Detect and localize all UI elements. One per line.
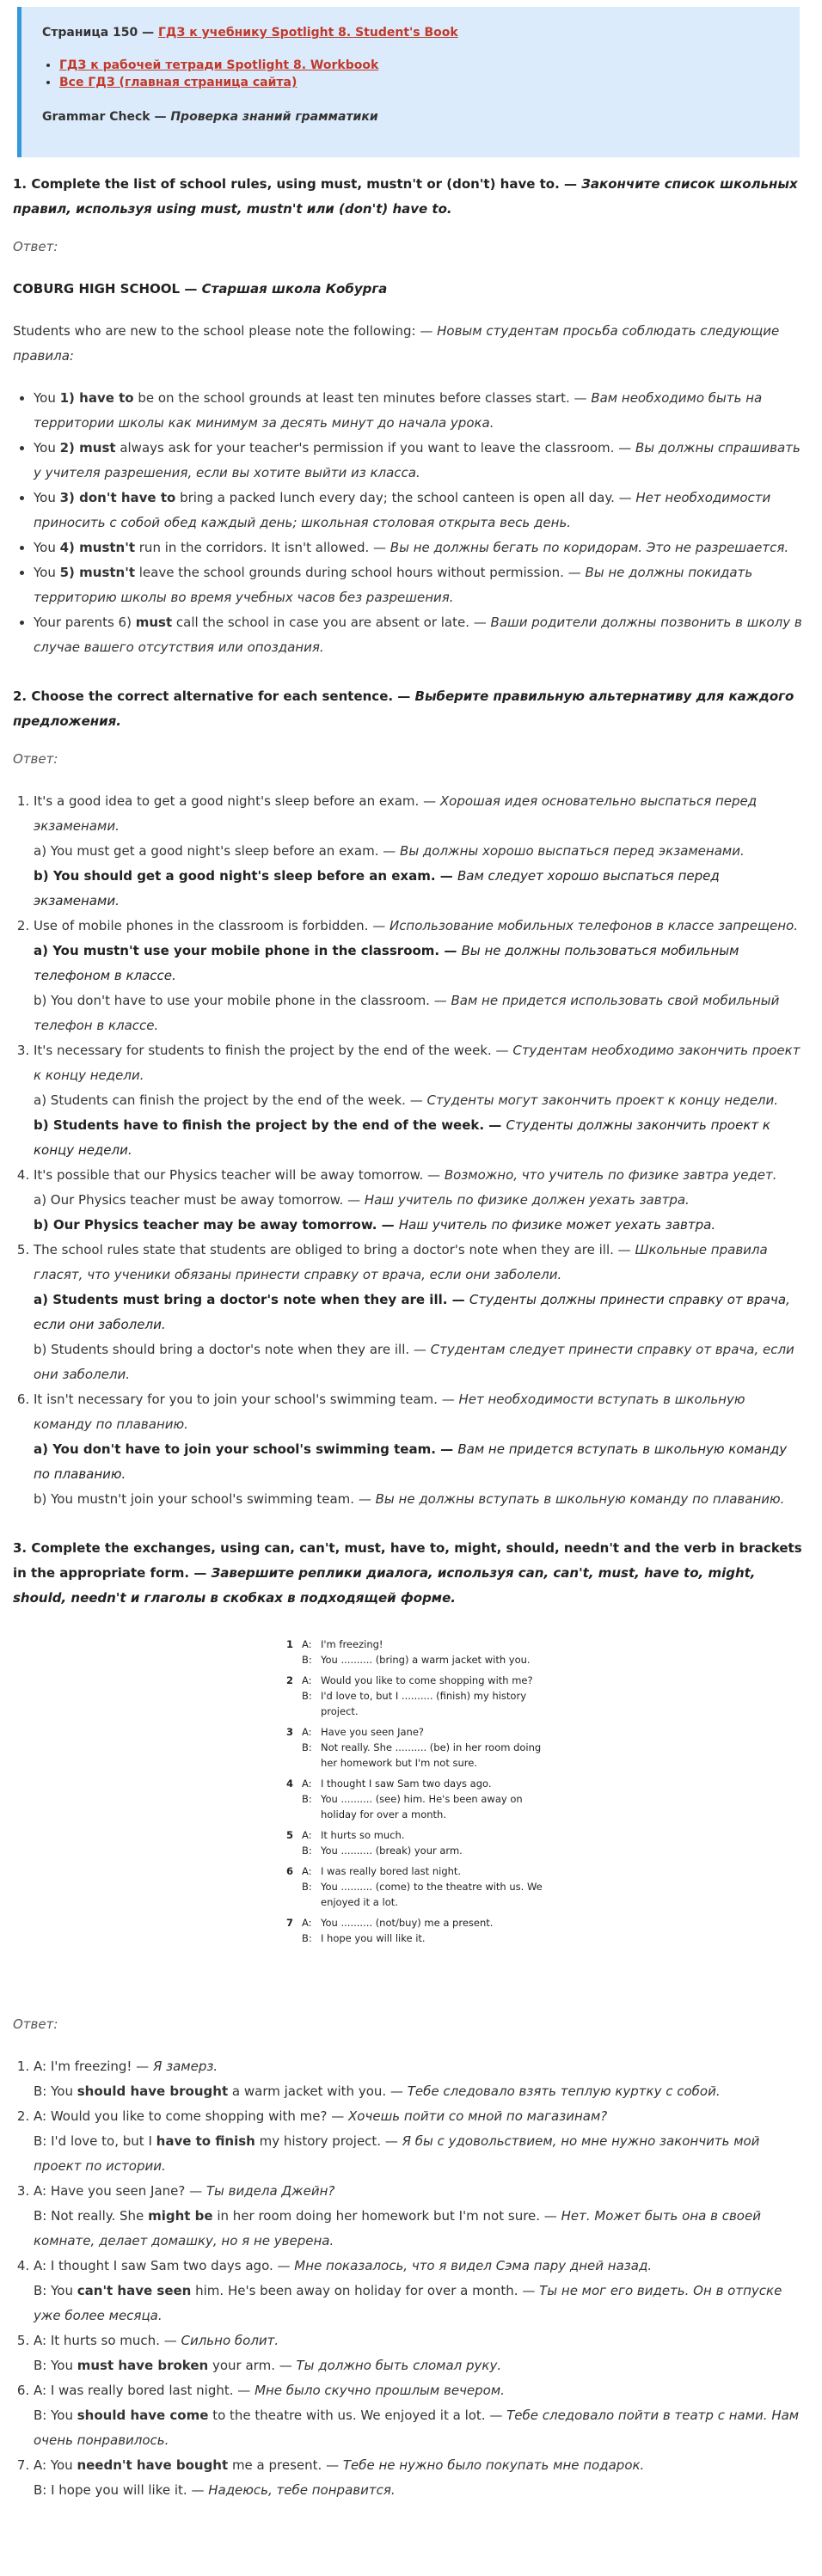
task2-list [13,789,804,1512]
option-en: a) Our Physics teacher must be away tomorrow. — [34,1192,365,1208]
line-a-ru: Мне было скучно прошлым вечером. [255,2383,505,2398]
line-b-en: B: I'd love to, but I [34,2133,156,2149]
exercise-number: 4 [286,1778,294,1790]
exercise-text: It hurts so much. [321,1829,405,1841]
home-link[interactable]: Все ГДЗ (главная страница сайта) [59,76,298,89]
task2-item [34,1163,804,1238]
option-en: b) You should get a good night's sleep before an exam. — [34,868,457,884]
exercise-number: 2 [286,1674,294,1686]
option-en: a) Students must bring a doctor's note when they are ill. — [34,1292,469,1307]
rule-item: • You 4) mustn't run in the corridors. It isn't allowed. — Вы не должны бегать по коридорам. Это не разрешается. [34,535,804,560]
option-en: b) You don't have to use your mobile phone in the classroom. — [34,993,451,1008]
speaker-label: B: [302,1845,312,1857]
task3-title [13,1536,804,1611]
task3-answer-item [34,2179,804,2254]
line-a-en: A: I thought I saw Sam two days ago. — [34,2258,295,2273]
line-a-en: A: Have you seen Jane? — [34,2183,206,2199]
line-b-en: B: You [34,2283,77,2298]
line-a [34,2254,804,2279]
item-ru: Нет необходимости вступать в школьную команду по плаванию. [34,1392,745,1432]
option-ru: Вам следует хорошо выспаться перед экзаменами. [34,868,720,909]
item-en: It isn't necessary for you to join your school's swimming team. — [34,1392,459,1407]
exercise-number: 3 [286,1726,294,1738]
line-b-rest: him. He's been away on holiday for over a month. — [191,2283,540,2298]
speaker-label: B: [302,1932,312,1944]
option-ru: Вам не придется вступать в школьную команду по плаванию. [34,1441,788,1482]
exercise-line [302,1915,556,1930]
speaker-label: A: [302,1865,312,1877]
option [34,839,804,864]
option-en: b) Students should bring a doctor's note when they are ill. — [34,1342,431,1357]
line-b-en: B: Not really. She [34,2208,149,2224]
exercise-line [302,1791,556,1822]
option [34,988,804,1038]
task2-item [34,914,804,1038]
task2-title [13,684,804,734]
exercise-text: You .......... (break) your arm. [321,1845,463,1857]
task2-item [34,1038,804,1163]
line-b-en: B: You [34,2358,77,2373]
correct-option [34,939,804,988]
option-ru: Студенты могут закончить проект к концу недели. [426,1092,779,1108]
exercise-item [286,1863,556,1910]
task3-title-en: 3. Complete the exchanges, using can, can't, must, have to, might, should, needn't and the verb in brackets in the appropriate form. — [13,1540,802,1581]
speaker-label: B: [302,1793,312,1805]
option [34,1088,804,1113]
students-book-link[interactable]: ГДЗ к учебнику Spotlight 8. Student's Book [158,26,458,40]
line-a-en: A: I was really bored last night. — [34,2383,255,2398]
item-en: Use of mobile phones in the classroom is forbidden. — [34,918,390,933]
exercise-lines [302,1673,556,1719]
exercise-text: You .......... (bring) a warm jacket with you. [321,1654,531,1666]
line-b-ru: Нет. Может быть она в своей комнате, делает домашку, но я не уверена. [34,2208,761,2249]
exercise-item [286,1637,556,1667]
line-b-answer: should have come [77,2408,209,2423]
exercise-text: I was really bored last night. [321,1865,462,1877]
exercise-text: You .......... (come) to the theatre with us. We enjoyed it a lot. [321,1881,543,1908]
line-b-answer: should have brought [77,2083,229,2099]
exercise-line [302,1637,556,1652]
speaker-label: A: [302,1829,312,1841]
option-ru: Наш учитель по физике должен уехать завтра. [364,1192,690,1208]
item-en: It's possible that our Physics teacher will be away tomorrow. — [34,1167,445,1183]
exercise-item [286,1776,556,1822]
line-b-rest: in her room doing her homework but I'm not sure. — [212,2208,561,2224]
rule-item: • You 3) don't have to bring a packed lunch every day; the school canteen is open all day. — Нет необходимости приносить с собой обед каждый день; школьная столовая открыта весь день. [34,486,804,535]
task3-title-ru: Завершите реплики диалога, используя can, can't, must, have to, might, should, needn't и глаголы в скобках в подходящей форме. [13,1565,756,1606]
school-name-ru: Старшая школа Кобурга [201,281,388,297]
task1-intro [13,319,804,369]
line-b-ru: Тебе следовало взять теплую куртку с собой. [407,2083,721,2099]
task1-title-ru: Закончите список школьных правил, используя using must, mustn't или (don't) have to. [13,176,798,217]
line-a [34,2453,804,2478]
exercise-lines [302,1776,556,1822]
option-en: a) You don't have to join your school's swimming team. — [34,1441,458,1457]
intro-ru: Новым студентам просьба соблюдать следующие правила: [13,323,780,364]
correct-option [34,1113,804,1163]
line-a-en: A: I'm freezing! — [34,2059,153,2074]
exercise-text: I thought I saw Sam two days ago. [321,1778,492,1790]
item-ru: Школьные правила гласят, что ученики обязаны принести справку от врача, если они заболели. [34,1242,768,1282]
task3-answers-list [13,2054,804,2503]
exercise-line [302,1740,556,1771]
workbook-link[interactable]: ГДЗ к рабочей тетради Spotlight 8. Workbook [59,58,379,72]
line-b-ru: Надеюсь, тебе понравится. [208,2482,396,2498]
exercise-line [302,1827,556,1843]
correct-option [34,864,804,914]
exercise-text: I'd love to, but I .......... (finish) my history project. [321,1690,526,1717]
exercise-number: 6 [286,1865,294,1877]
item-en: The school rules state that students are obliged to bring a doctor's note when they are ill. — [34,1242,635,1257]
line-a [34,2179,804,2204]
section-label: Grammar Check — [42,110,171,124]
option-en: b) Our Physics teacher may be away tomorrow. — [34,1217,399,1233]
exercise-image [286,1637,556,1986]
task2-item [34,1238,804,1387]
option [34,1188,804,1213]
option-en: a) Students can finish the project by the end of the week. — [34,1092,427,1108]
line-a-ru: Тебе не нужно было покупать мне подарок. [342,2457,645,2473]
line-b [34,2279,804,2328]
speaker-label: A: [302,1917,312,1929]
item-ru: Студентам необходимо закончить проект к концу недели. [34,1043,801,1083]
line-b-en: B: You [34,2083,77,2099]
option-ru: Наш учитель по физике может уехать завтра. [398,1217,716,1233]
answer-label: Ответ: [13,751,58,767]
line-a-en: A: You [34,2457,77,2473]
item-ru: Хорошая идея основательно выспаться перед экзаменами. [34,793,758,834]
item-en: It's a good idea to get a good night's sleep before an exam. — [34,793,440,809]
line-a-answer: needn't have bought [77,2457,229,2473]
option [34,1337,804,1387]
nav-page-row [42,26,779,40]
line-b-answer: might be [148,2208,213,2224]
school-name-en: COBURG HIGH SCHOOL — [13,281,202,297]
navigation-box [17,7,800,157]
line-a [34,2054,804,2079]
line-a-en: A: It hurts so much. — [34,2333,181,2348]
line-b-rest: to the theatre with us. We enjoyed it a lot. — [208,2408,507,2423]
line-b [34,2353,804,2378]
exercise-text: Not really. She .......... (be) in her room doing her homework but I'm not sure. [321,1741,542,1769]
line-b-rest: your arm. — [208,2358,297,2373]
speaker-label: A: [302,1726,312,1738]
option-en: a) You must get a good night's sleep before an exam. — [34,843,401,859]
correct-option [34,1437,804,1487]
line-b-ru: Ты должно быть сломал руку. [296,2358,502,2373]
exercise-line [302,1776,556,1791]
task1-title-en: 1. Complete the list of school rules, using must, mustn't or (don't) have to. — [13,176,582,192]
task1-title [13,172,804,222]
correct-option [34,1288,804,1337]
main-content [13,172,804,2527]
option [34,1487,804,1512]
exercise-lines [302,1827,556,1858]
answer-label: Ответ: [13,239,58,254]
item-ru: Возможно, что учитель по физике завтра уедет. [444,1167,777,1183]
exercise-lines [302,1863,556,1910]
speaker-label: A: [302,1674,312,1686]
line-b-ru: Тебе следовало пойти в театр с нами. Нам очень понравилось. [34,2408,800,2448]
exercise-text: Have you seen Jane? [321,1726,425,1738]
exercise-line [302,1863,556,1879]
task2-item [34,1387,804,1512]
nav-links-list [42,58,779,89]
task3-answer-item [34,2378,804,2453]
exercise-item [286,1915,556,1946]
line-b-ru: Ты не мог его видеть. Он в отпуске уже более месяца. [34,2283,782,2323]
line-b-en: B: I hope you will like it. — [34,2482,209,2498]
exercise-text: Would you like to come shopping with me? [321,1674,533,1686]
option-ru: Вы не должны пользоваться мобильным телефоном в классе. [34,943,739,983]
intro-en: Students who are new to the school please note the following: — [13,323,438,339]
option-en: b) You mustn't join your school's swimming team. — [34,1491,376,1507]
speaker-label: B: [302,1654,312,1666]
line-a [34,2378,804,2403]
task3-answer-item [34,2453,804,2503]
exercise-line [302,1688,556,1719]
exercise-item [286,1673,556,1719]
rule-item: • You 5) mustn't leave the school grounds during school hours without permission. — Вы не должны покидать территорию школы во время учебных часов без разрешения. [34,560,804,610]
speaker-label: B: [302,1690,312,1702]
correct-option [34,1213,804,1238]
line-a-ru: Хочешь пойти со мной по магазинам? [348,2108,608,2124]
exercise-line [302,1652,556,1667]
exercise-text: You .......... (not/buy) me a present. [321,1917,494,1929]
option-ru: Вы не должны вступать в школьную команду по плаванию. [375,1491,785,1507]
nav-page-prefix: Страница 150 — [42,26,159,40]
exercise-item [286,1827,556,1858]
line-a-ru: Я замерз. [152,2059,218,2074]
exercise-number: 7 [286,1917,294,1929]
line-a-ru: Ты видела Джейн? [206,2183,335,2199]
option-ru: Вам не придется использовать свой мобильный телефон в классе. [34,993,780,1033]
line-a-en: A: Would you like to come shopping with me? — [34,2108,349,2124]
line-a-ru: Мне показалось, что я видел Сэма пару дней назад. [294,2258,653,2273]
task3-answer-item [34,2328,804,2378]
rule-item: • Your parents 6) must call the school in case you are absent or late. — Ваши родители должны позвонить в школу в случае вашего отсутствия или опоздания. [34,610,804,660]
line-b-rest: my history project. — [255,2133,402,2149]
speaker-label: A: [302,1778,312,1790]
line-b [34,2129,804,2179]
exercise-lines [302,1724,556,1771]
task3-answer-item [34,2104,804,2179]
nav-link-item [59,76,779,89]
line-b [34,2204,804,2254]
answer-label: Ответ: [13,2016,58,2032]
option-ru: Студентам следует принести справку от врача, если они заболели. [34,1342,794,1382]
nav-link-item [59,58,779,72]
exercise-line [302,1879,556,1910]
task2-title-ru: Выберите правильную альтернативу для каждого предложения. [13,688,794,729]
line-a [34,2104,804,2129]
speaker-label: A: [302,1638,312,1650]
option-en: a) You mustn't use your mobile phone in the classroom. — [34,943,462,958]
line-b-ru: Я бы с удовольствием, но мне нужно закончить мой проект по истории. [34,2133,760,2174]
exercise-lines [302,1915,556,1946]
exercise-line [302,1843,556,1858]
exercise-text: I'm freezing! [321,1638,383,1650]
task3-answer-item [34,2054,804,2104]
section-title [42,110,779,124]
exercise-text: You .......... (see) him. He's been away on holiday for over a month. [321,1793,523,1820]
line-a-rest: me a present. — [228,2457,343,2473]
exercise-text: I hope you will like it. [321,1932,426,1944]
option-ru: Вы должны хорошо выспаться перед экзаменами. [400,843,745,859]
line-a [34,2328,804,2353]
line-b-answer: have to finish [156,2133,255,2149]
line-b-answer: can't have seen [77,2283,192,2298]
exercise-line [302,1673,556,1688]
task3-answer-item [34,2254,804,2328]
speaker-label: B: [302,1741,312,1753]
exercise-lines [302,1637,556,1667]
line-b-rest: a warm jacket with you. — [228,2083,408,2099]
item-en: It's necessary for students to finish the project by the end of the week. — [34,1043,513,1058]
exercise-line [302,1724,556,1740]
line-b-answer: must have broken [77,2358,209,2373]
item-ru: Использование мобильных телефонов в классе запрещено. [389,918,798,933]
speaker-label: B: [302,1881,312,1893]
line-a-ru: Сильно болит. [181,2333,279,2348]
section-label-ru: Проверка знаний грамматики [170,110,378,124]
exercise-line [302,1930,556,1946]
rule-item: • You 1) have to be on the school grounds at least ten minutes before classes start. — Вам необходимо быть на территории школы как минимум за десять минут до начала урока. [34,386,804,436]
rules-list [13,386,804,660]
option-en: b) Students have to finish the project by the end of the week. — [34,1117,506,1133]
exercise-item [286,1724,556,1771]
line-b [34,2079,804,2104]
task2-title-en: 2. Choose the correct alternative for each sentence. — [13,688,415,704]
task2-item [34,789,804,914]
option-ru: Студенты должны принести справку от врача, если они заболели. [34,1292,790,1332]
school-heading [13,277,804,302]
line-b-en: B: You [34,2408,77,2423]
exercise-number: 1 [286,1638,294,1650]
option-ru: Студенты должны закончить проект к концу недели. [34,1117,770,1158]
line-b [34,2403,804,2453]
line-b [34,2478,804,2503]
exercise-number: 5 [286,1829,294,1841]
rule-item: • You 2) must always ask for your teacher's permission if you want to leave the classroom. — Вы должны спрашивать у учителя разрешения, если вы хотите выйти из класса. [34,436,804,486]
